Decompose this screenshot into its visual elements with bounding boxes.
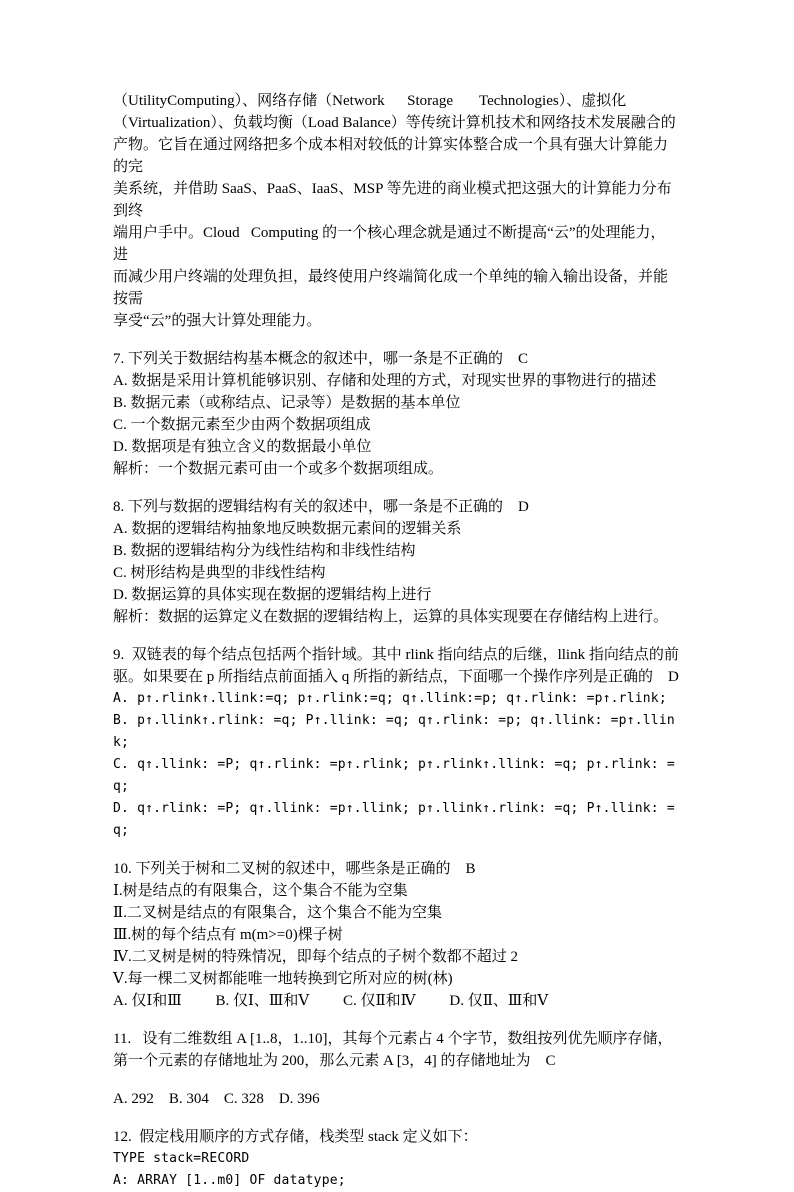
question-8 xyxy=(113,496,680,628)
text-line: 7. 下列关于数据结构基本概念的叙述中，哪一条是不正确的 C xyxy=(113,351,529,367)
text-line: 产物。它旨在通过网络把多个成本相对较低的计算实体整合成一个具有强大计算能力的完 xyxy=(113,137,669,175)
text-line: 驱。如果要在 p 所指结点前面插入 q 所指的新结点，下面哪一个操作序列是正确的 D xyxy=(113,669,679,685)
text-line: 端用户手中。Cloud Computing 的一个核心理念就是通过不断提高“云”的处理能力，进 xyxy=(113,225,666,263)
text-line: 10. 下列关于树和二叉树的叙述中，哪些条是正确的 B xyxy=(113,861,476,877)
text-line: A. 仅Ⅰ和Ⅲ B. 仅Ⅰ、Ⅲ和Ⅴ C. 仅Ⅱ和Ⅳ D. 仅Ⅱ、Ⅲ和Ⅴ xyxy=(113,993,549,1009)
text-line: C. 树形结构是典型的非线性结构 xyxy=(113,565,326,581)
text-line: 解析：数据的运算定义在数据的逻辑结构上，运算的具体实现要在存储结构上进行。 xyxy=(113,609,669,625)
question-9-options xyxy=(113,688,680,842)
text-line: C. q↑.llink: =P; q↑.rlink: =p↑.rlink; p↑.rlink↑.llink: =q; p↑.rlink: =q; xyxy=(113,757,675,794)
text-line: A. 数据的逻辑结构抽象地反映数据元素间的逻辑关系 xyxy=(113,521,462,537)
question-9 xyxy=(113,644,680,842)
question-12-statement: 12. 假定栈用顺序的方式存储，栈类型 stack 定义如下： xyxy=(113,1129,478,1145)
question-9-statement xyxy=(113,644,680,688)
question-11-statement xyxy=(113,1028,680,1072)
question-12-code xyxy=(113,1148,680,1192)
text-line: （Virtualization）、负载均衡（Load Balance）等传统计算机技术和网络技术发展融合的 xyxy=(113,115,676,131)
text-line: D. 数据运算的具体实现在数据的逻辑结构上进行 xyxy=(113,587,432,603)
text-line: Ⅴ.每一棵二叉树都能唯一地转换到它所对应的树(林) xyxy=(113,971,453,987)
question-11-options xyxy=(113,1088,680,1110)
text-line: B. p↑.llink↑.rlink: =q; P↑.llink: =q; q↑.rlink: =p; q↑.llink: =p↑.llink; xyxy=(113,713,675,750)
text-line: A. 292 B. 304 C. 328 D. 396 xyxy=(113,1091,320,1107)
intro-paragraph xyxy=(113,90,680,332)
question-11 xyxy=(113,1028,680,1110)
text-line: D. q↑.rlink: =P; q↑.llink: =p↑.llink; p↑.llink↑.rlink: =q; P↑.llink: =q; xyxy=(113,801,675,838)
text-line: A. 数据是采用计算机能够识别、存储和处理的方式，对现实世界的事物进行的描述 xyxy=(113,373,657,389)
text-line: B. 数据元素（或称结点、记录等）是数据的基本单位 xyxy=(113,395,461,411)
text-line: 美系统，并借助 SaaS、PaaS、IaaS、MSP 等先进的商业模式把这强大的计算能力分布到终 xyxy=(113,181,672,219)
text-line: B. 数据的逻辑结构分为线性结构和非线性结构 xyxy=(113,543,416,559)
text-line: （UtilityComputing）、网络存储（Network Storage Technologies）、虚拟化 xyxy=(113,93,627,109)
text-line: A. p↑.rlink↑.llink:=q; p↑.rlink:=q; q↑.llink:=p; q↑.rlink: =p↑.rlink; xyxy=(113,691,667,706)
text-line: 而减少用户终端的处理负担，最终使用户终端简化成一个单纯的输入输出设备，并能按需 xyxy=(113,269,669,307)
text-line: 第一个元素的存储地址为 200，那么元素 A [3，4] 的存储地址为 C xyxy=(113,1053,556,1069)
text-line: 解析：一个数据元素可由一个或多个数据项组成。 xyxy=(113,461,444,477)
text-line: 8. 下列与数据的逻辑结构有关的叙述中，哪一条是不正确的 D xyxy=(113,499,529,515)
text-line: TYPE stack=RECORD xyxy=(113,1151,250,1166)
text-line: A: ARRAY [1..m0] OF datatype; xyxy=(113,1173,346,1188)
question-12 xyxy=(113,1126,680,1192)
text-line: Ⅲ.树的每个结点有 m(m>=0)棵子树 xyxy=(113,927,343,943)
text-line: C. 一个数据元素至少由两个数据项组成 xyxy=(113,417,371,433)
question-10 xyxy=(113,858,680,1012)
text-line: Ⅳ.二叉树是树的特殊情况，即每个结点的子树个数都不超过 2 xyxy=(113,949,518,965)
question-7 xyxy=(113,348,680,480)
text-line: Ⅰ.树是结点的有限集合，这个集合不能为空集 xyxy=(113,883,408,899)
text-line: 享受“云”的强大计算处理能力。 xyxy=(113,313,322,329)
text-line: Ⅱ.二叉树是结点的有限集合，这个集合不能为空集 xyxy=(113,905,442,921)
text-line: 11. 设有二维数组 A [1..8，1..10]，其每个元素占 4 个字节，数组按列优先顺序存储， xyxy=(113,1031,673,1047)
text-line: D. 数据项是有独立含义的数据最小单位 xyxy=(113,439,372,455)
text-line: 9. 双链表的每个结点包括两个指针域。其中 rlink 指向结点的后继，llink 指向结点的前 xyxy=(113,647,679,663)
